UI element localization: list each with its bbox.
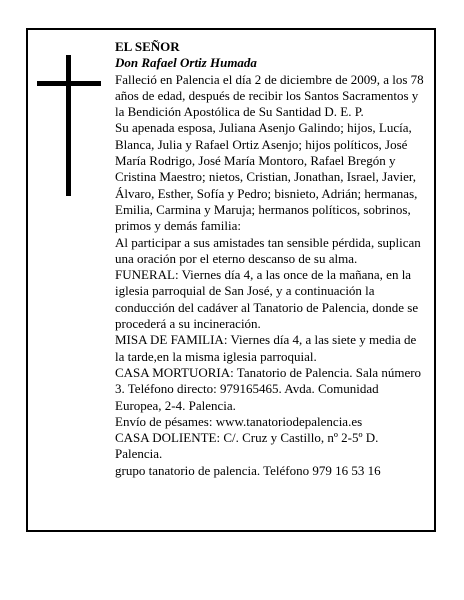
paragraph-funeral: FUNERAL: Viernes día 4, a las once de la mañana, en la iglesia parroquial de San José, y a continuación la conducción del cadáver al Tanatorio de Palencia, donde se procederá a su incineración. <box>115 267 419 332</box>
cross-horizontal-bar <box>37 81 101 86</box>
paragraph-family: Su apenada esposa, Juliana Asenjo Galindo; hijos, Lucía, Blanca, Julia y Rafael Ortiz Asenjo; hijos políticos, José María Rodrigo, José María Montoro, Rafael Bregón y Cristina Maestro; nietos, Cristian, Jonathan, Israel, Javier, Álvaro, Esther, Sofía y Pedro; bisnieto, Adrián; hermanas, Emilia, Carmina y Maruja; hermanos políticos, sobrinos, primos y demás familia: <box>115 120 418 234</box>
paragraph-mourning-home: CASA DOLIENTE: C/. Cruz y Castillo, nº 2-5º D. Palencia. <box>115 430 379 462</box>
paragraph-request: Al participar a sus amistades tan sensible pérdida, suplican una oración por el eterno descanso de su alma. <box>115 234 421 266</box>
notice-heading: EL SEÑOR <box>115 39 180 54</box>
paragraph-condolences: Envío de pésames: www.tanatoriodepalencia.es <box>115 413 363 429</box>
notice-text <box>115 39 427 479</box>
deceased-name: Don Rafael Ortiz Humada <box>115 55 257 71</box>
paragraph-contact: grupo tanatorio de palencia. Teléfono 979 16 53 16 <box>115 462 381 478</box>
paragraph-death: Falleció en Palencia el día 2 de diciembre de 2009, a los 78 años de edad, después de recibir los Santos Sacramentos y la Bendición Apostólica de Su Santidad D. E. P. <box>115 71 424 120</box>
paragraph-family-mass: MISA DE FAMILIA: Viernes día 4, a las siete y media de la tarde,en la misma iglesia parroquial. <box>115 332 417 364</box>
cross-vertical-bar <box>66 55 71 196</box>
paragraph-mortuary: CASA MORTUORIA: Tanatorio de Palencia. Sala número 3. Teléfono directo: 979165465. Avda. Comunidad Europea, 2-4. Palencia. <box>115 364 422 413</box>
